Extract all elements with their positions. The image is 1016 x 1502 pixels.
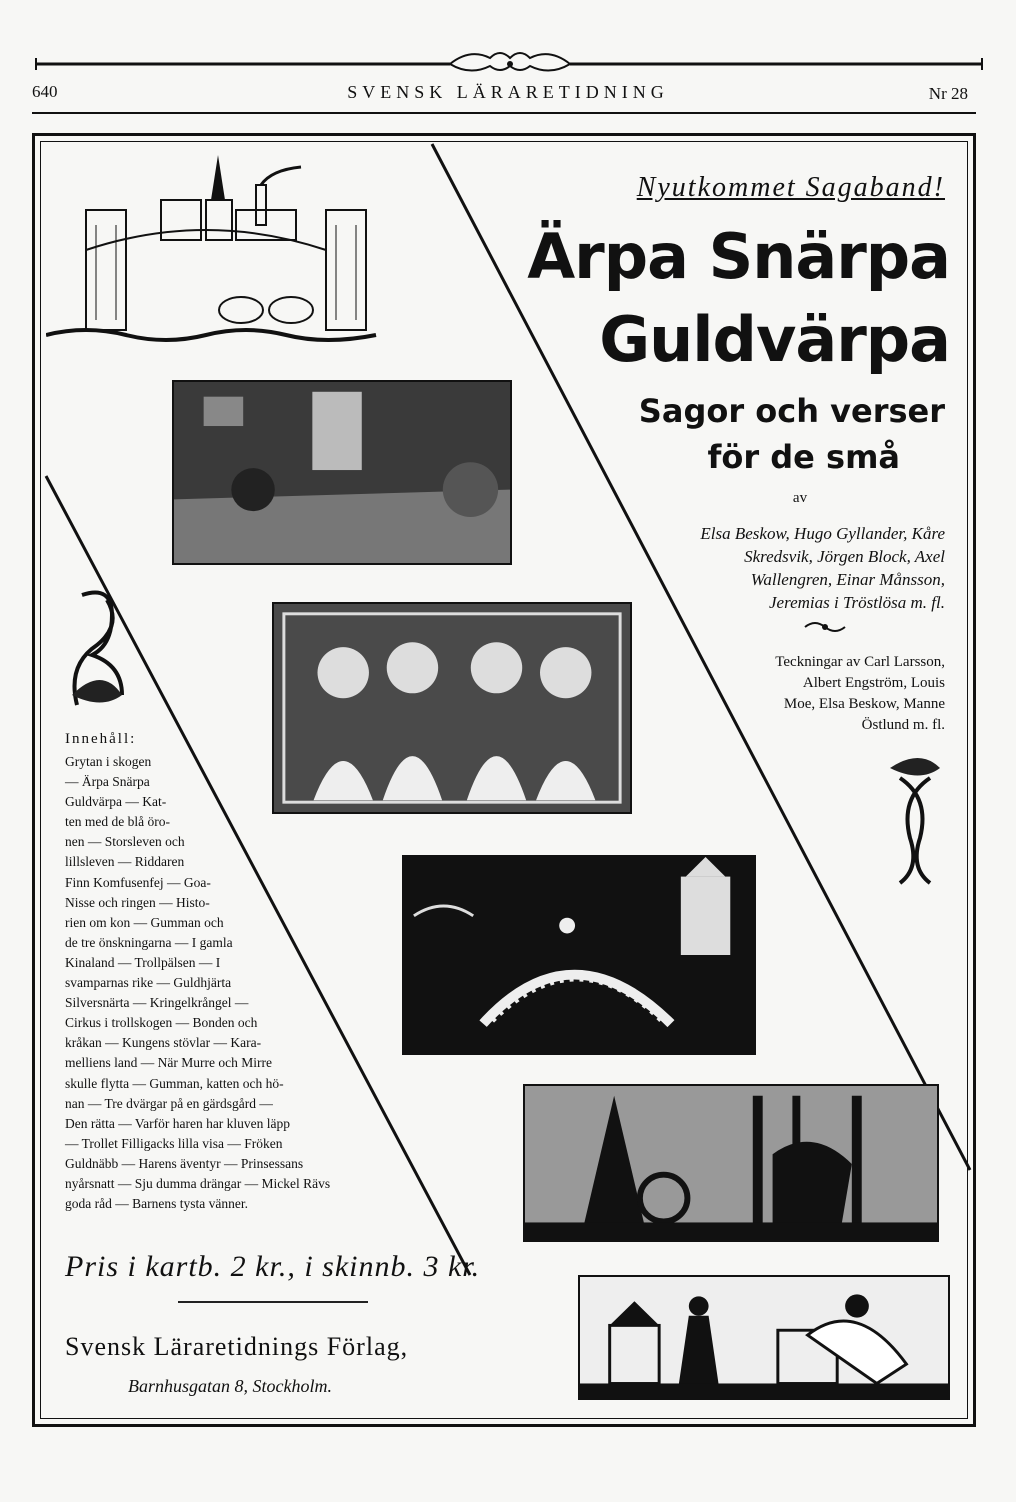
illustrator-line: Albert Engström, Louis xyxy=(802,675,945,691)
contents-line: — Trollet Filligacks lilla visa — Fröken xyxy=(65,1135,283,1151)
contents-line: ten med de blå öro- xyxy=(65,814,170,830)
small-ornament xyxy=(800,618,850,636)
authors-list xyxy=(660,522,945,614)
price-line: Pris i kartb. 2 kr., i skinnb. 3 kr. xyxy=(65,1250,481,1283)
contents-line: Den rätta — Varför haren har kluven läpp xyxy=(65,1115,291,1131)
author-line: Wallengren, Einar Månsson, xyxy=(750,570,945,589)
illustrator-line: Östlund m. fl. xyxy=(861,717,945,733)
contents-line: svamparnas rike — Guldhjärta xyxy=(65,975,232,991)
contents-line: kråkan — Kungens stövlar — Kara- xyxy=(65,1035,262,1051)
contents-line: — Ärpa Snärpa xyxy=(65,774,150,790)
price-rule xyxy=(178,1301,368,1303)
contents-line: nyårsnatt — Sju dumma drängar — Mickel Rävs xyxy=(65,1175,331,1191)
contents-line: rien om kon — Gumman och xyxy=(65,914,224,930)
subtitle-line-2: för de små xyxy=(707,438,900,476)
nursery-picture xyxy=(172,380,512,565)
contents-line: goda råd — Barnens tysta vänner. xyxy=(65,1196,248,1212)
illustrator-line: Teckningar av Carl Larsson, xyxy=(775,654,945,670)
author-line: Elsa Beskow, Hugo Gyllander, Kåre xyxy=(700,524,945,543)
contents-line: melliens land — När Murre och Mirre xyxy=(65,1055,272,1071)
issue-number: Nr 28 xyxy=(928,84,968,103)
contents-line: Grytan i skogen xyxy=(65,754,152,769)
contents-line: Guldvärpa — Kat- xyxy=(65,794,167,810)
by-label: av xyxy=(792,490,808,506)
bridge-picture xyxy=(402,855,756,1055)
contents-line: Finn Komfusenfej — Goa- xyxy=(65,874,211,890)
contents-line: Cirkus i trollskogen — Bonden och xyxy=(65,1015,258,1031)
contents-line: Nisse och ringen — Histo- xyxy=(65,894,210,910)
contents-list xyxy=(65,752,330,1214)
headline: Nyutkommet Sagaband! xyxy=(636,172,945,203)
contents-line: Guldnäbb — Harens äventyr — Prinsessans xyxy=(65,1155,304,1171)
subtitle-line-1: Sagor och verser xyxy=(638,392,945,430)
procession-picture xyxy=(578,1275,950,1400)
author-line: Jeremias i Tröstlösa m. fl. xyxy=(769,593,945,612)
illustrator-line: Moe, Elsa Beskow, Manne xyxy=(783,696,945,712)
publisher-name: Svensk Läraretidnings Förlag, xyxy=(65,1332,409,1361)
contents-line: skulle flytta — Gumman, katten och hö- xyxy=(65,1075,284,1091)
book-title-line-1: Ärpa Snärpa xyxy=(527,220,950,293)
page-number: 640 xyxy=(32,82,58,101)
contents-line: Silversnärta — Kringelkrångel — xyxy=(65,995,249,1011)
art-nouveau-ornament-right xyxy=(880,753,948,888)
contents-label: Innehåll: xyxy=(65,731,137,747)
contents-line: lillsleven — Riddaren xyxy=(65,854,185,870)
illustrators-list xyxy=(725,652,945,736)
contents-line: nan — Tre dvärgar på en gärdsgård — xyxy=(65,1095,273,1111)
town-illustration xyxy=(46,150,386,345)
contents-line: Kinaland — Trollpälsen — I xyxy=(65,954,221,970)
contents-line: de tre önskningarna — I gamla xyxy=(65,934,233,950)
author-line: Skredsvik, Jörgen Block, Axel xyxy=(744,547,945,566)
journal-title: SVENSK LÄRARETIDNING xyxy=(347,82,669,102)
book-title-line-2: Guldvärpa xyxy=(599,303,950,376)
contents-line: nen — Storsleven och xyxy=(65,834,185,850)
art-nouveau-ornament-left xyxy=(62,585,130,710)
forest-cart-picture xyxy=(523,1084,939,1242)
publisher-address: Barnhusgatan 8, Stockholm. xyxy=(128,1376,332,1396)
